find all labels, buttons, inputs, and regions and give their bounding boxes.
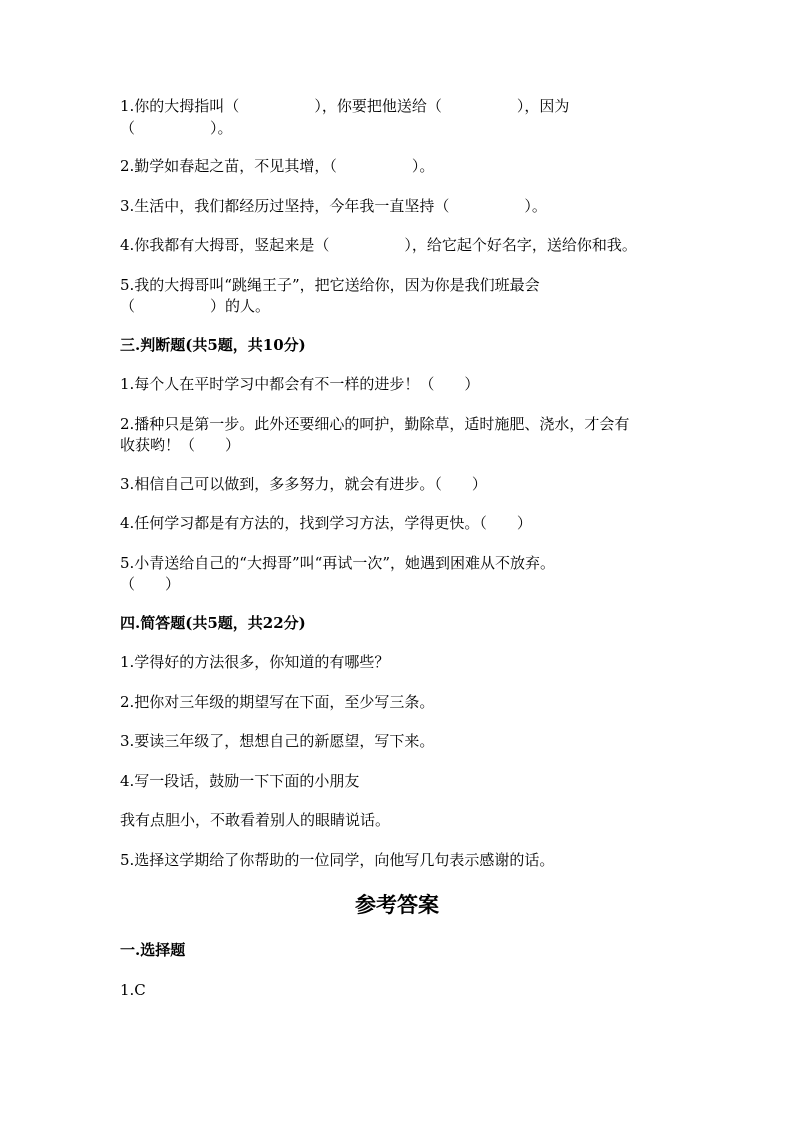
judgment-q2-line1: 2.播种只是第一步。此外还要细心的呵护，勤除草，适时施肥、浇水，才会有	[120, 415, 630, 433]
judgment-q3: 3.相信自己可以做到，多多努力，就会有进步。（ ）	[120, 475, 487, 493]
fill-in-q5-line1: 5.我的大拇哥叫“跳绳王子”，把它送给你，因为你是我们班最会	[120, 276, 540, 294]
fill-in-q4: 4.你我都有大拇哥，竖起来是（ ），给它起个好名字，送给你和我。	[120, 236, 637, 254]
short-answer-q5: 5.选择这学期给了你帮助的一位同学，向他写几句表示感谢的话。	[120, 851, 555, 869]
judgment-q1: 1.每个人在平时学习中都会有不一样的进步！（ ）	[120, 375, 480, 393]
fill-in-q3: 3.生活中，我们都经历过坚持，今年我一直坚持（ ）。	[120, 197, 547, 215]
short-answer-q3: 3.要读三年级了，想想自己的新愿望，写下来。	[120, 732, 435, 750]
short-answer-q4: 4.写一段话，鼓励一下下面的小朋友	[120, 772, 360, 790]
short-answer-q1: 1.学得好的方法很多，你知道的有哪些？	[120, 653, 390, 671]
answer-key-title: 参考答案	[355, 892, 439, 917]
judgment-q2-line2: 收获哟！（ ）	[120, 436, 241, 454]
fill-in-q1-line2: （ ）。	[120, 119, 233, 137]
judgment-q4: 4.任何学习都是有方法的，找到学习方法，学得更快。（ ）	[120, 514, 532, 532]
fill-in-q5-line2: （ ）的人。	[120, 297, 271, 315]
judgment-q5-line1: 5.小青送给自己的“大拇哥”叫“再试一次”，她遇到困难从不放弃。	[120, 554, 555, 572]
short-answer-q4-sub: 我有点胆小，不敢看着别人的眼睛说话。	[120, 811, 391, 829]
short-answer-heading: 四.简答题(共5题，共22分)	[120, 614, 306, 632]
judgment-q5-line2: （ ）	[120, 575, 181, 593]
answer-1: 1.C	[120, 981, 146, 999]
fill-in-q1-line1: 1.你的大拇指叫（ ），你要把他送给（ ），因为	[120, 97, 570, 115]
answer-section-heading: 一.选择题	[120, 941, 186, 959]
short-answer-q2: 2.把你对三年级的期望写在下面，至少写三条。	[120, 693, 435, 711]
judgment-heading: 三.判断题(共5题，共10分)	[120, 336, 306, 354]
fill-in-q2: 2.勤学如春起之苗，不见其增，（ ）。	[120, 157, 435, 175]
